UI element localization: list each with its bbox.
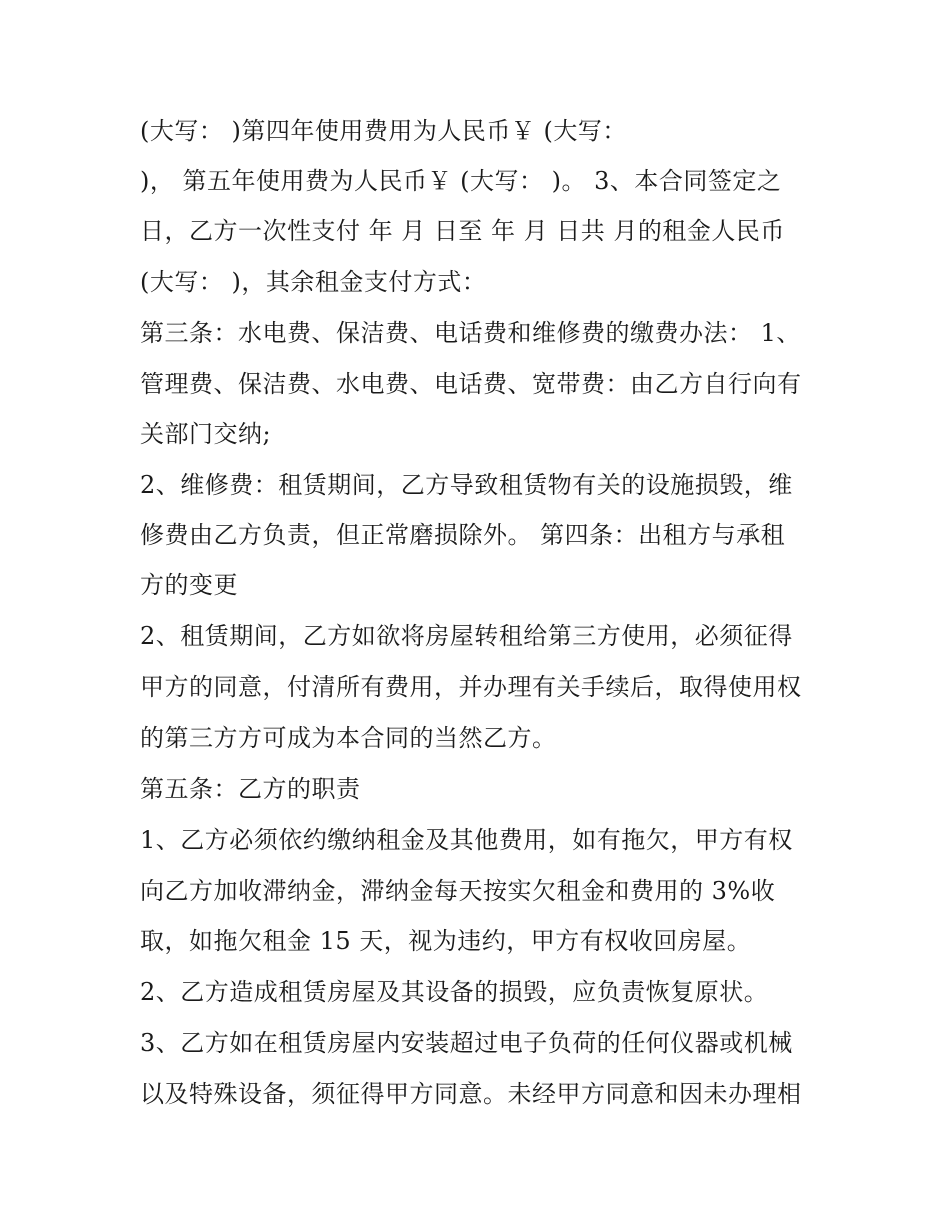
text-line: 3、乙方如在租赁房屋内安装超过电子负荷的任何仪器或机械	[140, 1029, 793, 1057]
text-line: 第五条：乙方的职责	[140, 775, 361, 803]
text-line: 日，乙方一次性支付 年 月 日至 年 月 日共 月的租金人民币	[140, 217, 785, 245]
text-line: 2、租赁期间，乙方如欲将房屋转租给第三方使用，必须征得	[140, 622, 793, 650]
text-line: 方的变更	[140, 571, 238, 599]
text-line: 关部门交纳;	[140, 420, 272, 448]
text-line: 的第三方方可成为本合同的当然乙方。	[140, 724, 557, 752]
text-line: 第三条：水电费、保洁费、电话费和维修费的缴费办法： 1、	[140, 319, 801, 347]
text-line: 2、乙方造成租赁房屋及其设备的损毁，应负责恢复原状。	[140, 978, 769, 1006]
text-line: 修费由乙方负责，但正常磨损除外。 第四条：出租方与承租	[140, 521, 786, 549]
text-line: 管理费、保洁费、水电费、电话费、宽带费：由乙方自行向有	[140, 370, 802, 398]
text-line: (大写： )第四年使用费用为人民币￥ (大写：	[140, 117, 627, 145]
text-line: 取，如拖欠租金 15 天，视为违约，甲方有权收回房屋。	[140, 927, 752, 955]
text-line: 向乙方加收滞纳金，滞纳金每天按实欠租金和费用的 3%收	[140, 877, 776, 905]
text-line: )， 第五年使用费为人民币￥ (大写： )。 3、本合同签定之	[140, 167, 782, 195]
text-line: 甲方的同意，付清所有费用，并办理有关手续后，取得使用权	[140, 673, 802, 701]
text-line: 2、维修费：租赁期间，乙方导致租赁物有关的设施损毁，维	[140, 471, 793, 499]
text-line: 1、乙方必须依约缴纳租金及其他费用，如有拖欠，甲方有权	[140, 826, 793, 854]
text-line: 以及特殊设备，须征得甲方同意。未经甲方同意和因未办理相	[140, 1080, 802, 1108]
text-line: (大写： )，其余租金支付方式：	[140, 268, 487, 296]
